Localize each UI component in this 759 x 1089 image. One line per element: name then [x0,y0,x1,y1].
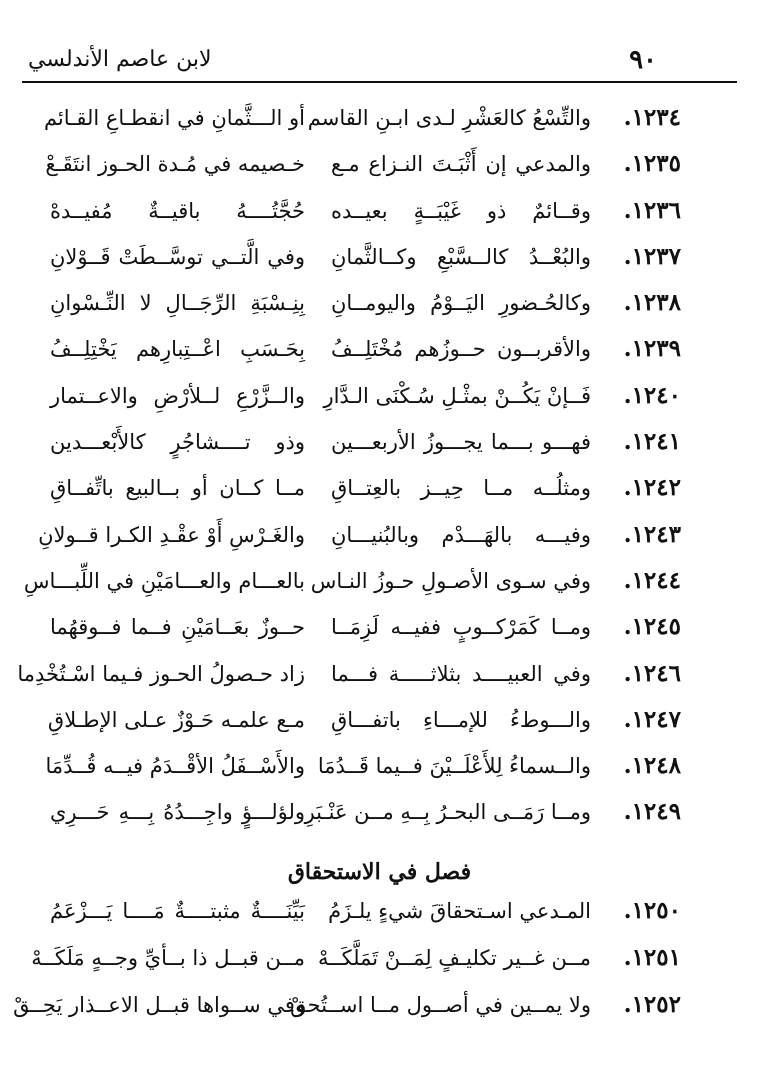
verse-number: ١٢٣٥. [623,150,681,178]
verse-row [0,234,759,280]
verse-second-hemistich: مــا كــان أو بــالبيع باتِّفــاقِ [50,476,305,501]
verse-first-hemistich: المـدعي اسـتحقاقَ شيءٍ يلـزَمُ [328,899,591,923]
verse-row [0,743,759,789]
verse-first-hemistich: مــن غــير تكليـفٍ لِمَــنْ تَمَلَّكَــهْ [318,946,591,970]
page-header [22,40,737,80]
verse-row [0,982,759,1029]
verse-first-hemistich: وقــائمٌ ذو غَيْبَــةٍ بعيــده [331,198,591,223]
verse-row [0,419,759,465]
verse-second-hemistich: حــوزٌ بعَــامَيْنِ فــما فــوقهُما [50,615,305,640]
verse-row [0,188,759,234]
verse-first-hemistich: ومــا كَمَرْكــوبٍ ففيــه لَزِمَــا [331,615,591,640]
verse-number: ١٢٣٩. [623,335,681,363]
verse-row [0,651,759,697]
verse-number: ١٢٣٧. [623,242,681,270]
verse-number: ١٢٣٦. [623,196,681,224]
verse-second-hemistich: مــن قبــل ذا بــأيِّ وجــهٍ مَلَكَــهْ [31,946,305,970]
verse-second-hemistich: وفي ســواها قبــل الاعــذار يَحِــقْ [13,993,305,1017]
verse-number: ١٢٤٥. [623,613,681,641]
verse-first-hemistich: ومثلُــه مــا حِيــز بالعِتــاقِ [331,476,591,501]
verse-number: ١٢٤١. [623,428,681,456]
verse-first-hemistich: وكالحُـضورِ اليَــوْمُ واليومــانِ [331,291,591,316]
verse-first-hemistich: وفي العبيــــد بثلاثـــــة فـــما [331,661,591,686]
verse-first-hemistich: فَــإنْ يَكُــنْ بمثْـلِ سُـكْنَى الـدَّارِ [323,383,591,408]
verse-number: ١٢٤٧. [623,705,681,733]
verse-second-hemistich: وفي الَّتــي توسَّــطَتْ قَــوْلانِ [50,244,305,269]
verse-second-hemistich: والــزَّرْعِ لــلأرْضِ والاعــتمار [50,383,305,408]
verse-first-hemistich: والأقربــون حــوزُهم مُخْتَلِــفُ [331,337,591,362]
page-number: ٩٠ [629,45,657,75]
verse-row [0,935,759,982]
verse-second-hemistich: خـصيمه في مُـدة الحـوز انتَقَـعْ [45,152,305,177]
verse-first-hemistich: ومــا رَمَــى البحـرُ بِــهِ مــن عَنْـبَرِ [304,800,591,825]
verse-first-hemistich: والتِّسْعُ كالعَشْرِ لـدى ابـنِ القاسم [307,106,591,130]
verse-number: ١٢٤٩. [623,798,681,826]
verse-second-hemistich: أو الـــثَّمانِ في انقطـاعِ القـائم [43,106,305,130]
verse-second-hemistich: والأَسْــفَلُ الأقْــدَمُ فيــه قُــدِّمَا [45,754,305,779]
verse-first-hemistich: والبُعْــدُ كالــسَّبْعِ وكــالثَّمانِ [331,244,591,269]
verse-second-hemistich: بِنِـسْبَةِ الرِّجَــالِ لا النِّـسْوانِ [50,291,305,316]
verse-number: ١٢٤٠. [623,381,681,409]
verse-number: ١٢٤٢. [623,474,681,502]
verse-second-hemistich: مـع علمـه حَـوْزٌ عـلى الإطـلاقِ [47,707,305,732]
verse-list-continued [0,888,759,1029]
verse-number: ١٢٥١. [623,944,681,971]
verse-number: ١٢٣٤. [623,104,681,131]
verse-row [0,512,759,558]
verse-first-hemistich: والــسماءُ لِلأَعْلَــيْنَ فــيما قَــدُمَا [317,754,591,779]
verse-number: ١٢٥٠. [623,897,681,924]
verse-second-hemistich: ولؤلـــؤٍ واجِـــدُهُ بِـــهِ حَـــرِي [50,800,305,825]
verse-row [0,789,759,835]
verse-number: ١٢٥٢. [623,991,681,1018]
book-title: لابن عاصم الأندلسي [28,47,212,72]
verse-number: ١٢٤٨. [623,752,681,780]
verse-row [0,604,759,650]
verse-first-hemistich: وفيـــه بالهَـــدْم وبالبُنيـــانِ [331,522,591,547]
verse-first-hemistich: فهـــو بـــما يجـــوزُ الأربعـــين [331,430,591,455]
verse-second-hemistich: بالعـــام والعـــامَيْنِ في اللِّبـــاسِ [23,568,305,593]
verse-row [0,558,759,604]
verse-first-hemistich: والمدعي إن أَثْبَـتَ النـزاع مـع [331,152,591,177]
verse-row [0,280,759,326]
verse-row [0,697,759,743]
verse-first-hemistich: والـــوطءُ للإمـــاءِ باتفـــاقِ [331,707,591,732]
verse-number: ١٢٤٣. [623,520,681,548]
verse-second-hemistich: بَيِّنَــــةٌ مثبتــــةٌ مَــــا يَـــزْعَمُ [50,899,305,923]
verse-row [0,373,759,419]
verse-second-hemistich: بِحَـسَبِ اعْــتِبارِهم يَخْتِلِــفُ [50,337,305,362]
verse-row [0,465,759,511]
verse-row [0,888,759,935]
verse-second-hemistich: حُجَّتُــــهُ باقيــةٌ مُفيــدهْ [50,198,305,223]
verse-number: ١٢٤٦. [623,659,681,687]
verse-second-hemistich: زاد حـصولُ الحـوز فـيما اسْـتُخْدِما [17,661,305,686]
verse-first-hemistich: وفي سـوى الأصـولِ حـوزُ النـاس [310,568,591,593]
verse-first-hemistich: ولا يمــين في أصــول مــا اســتُحقْ [290,993,591,1017]
verse-row [0,95,759,141]
header-divider [22,81,737,83]
verse-second-hemistich: والغَـرْسِ أَوْ عقْـدِ الكـرا قــولانِ [38,522,305,547]
verse-number: ١٢٤٤. [623,566,681,594]
verse-row [0,141,759,187]
verse-second-hemistich: وذو تــــشاجُرٍ كالأَبْعـــدين [50,430,305,455]
verse-number: ١٢٣٨. [623,289,681,317]
section-heading: فصل في الاستحقاق [287,859,472,885]
verse-row [0,326,759,372]
verse-list [0,95,759,836]
